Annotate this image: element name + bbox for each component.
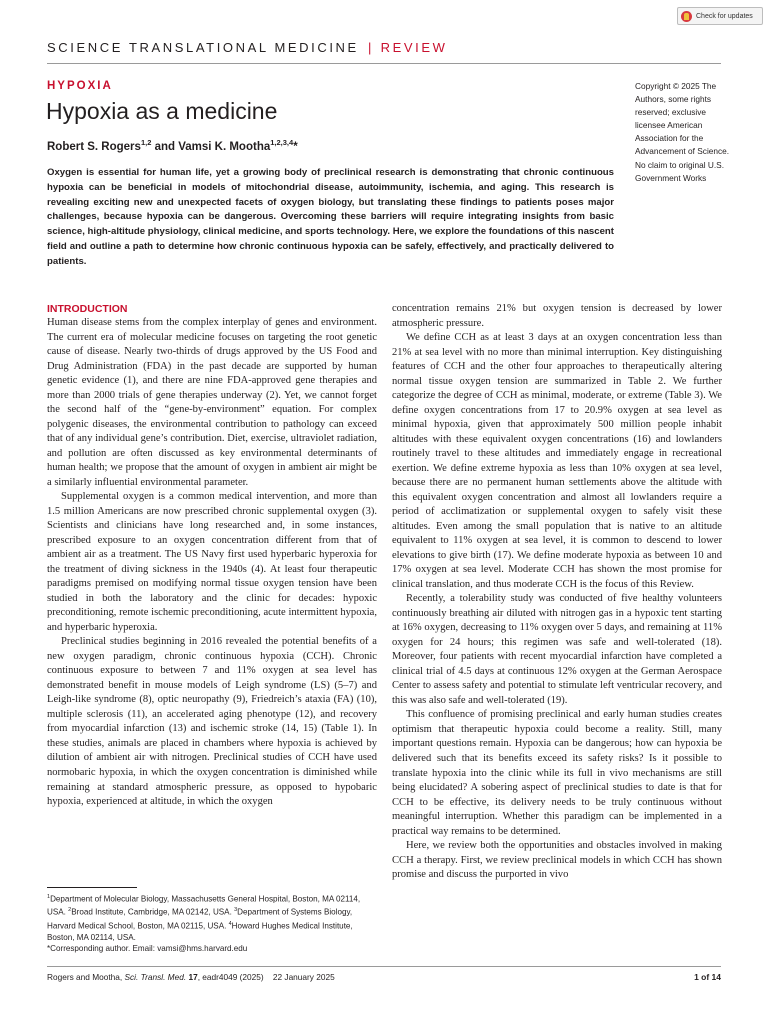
footnotes [47, 892, 377, 955]
paragraph: Preclinical studies beginning in 2016 revealed the potential benefits of a new oxygen paradigm, chronic continuous hypoxia (CCH). Chronic continuous exposure to between 7 and 11% oxygen at sea level has demonstrated benefit in mouse models of Leigh syndrome (LS) (5–7) and Leigh-like syndrome (8), optic neuropathy (9), Friedreich’s ataxia (FA) (10), multiple sclerosis (11), an accelerated aging phenotype (12), and recovery from myocardial infarction (13) and ischemic stroke (14, 15) (Table 1). In these studies, animals are placed in chambers where hypoxia is achieved by dilution of ambient air with nitrogen. Preclinical studies of CCH have used normobaric hypoxia, in which the oxygen concentration is diminished while remaining at standard atmospheric pressure, as opposed to hypobaric hypoxia, experienced at altitude, in which the oxygen [47, 636, 377, 808]
author-name: Vamsi K. Mootha [178, 140, 271, 153]
paragraph: This confluence of promising preclinical and early human studies creates optimism that therapeutic hypoxia could become a reality. Still, many important questions remain. Hypoxia can be dangerous; how can hypoxia be delivered such that its benefits exceed its safety risks? Is it possible to translate hypoxia into the clinic while its full in vivo mechanisms are still being elucidated? A sobering aspect of preclinical studies to date is that for CCH to be effective, its delivery needs to be truly continuous without meaningful interruption. Whether this paradigm can be implemented in a practical way remains to be determined. [392, 709, 722, 837]
affiliations [47, 892, 377, 943]
paragraph: concentration remains 21% but oxygen tension is decreased by lower atmospheric pressure. [392, 303, 722, 329]
footer-article-id: , eadr4049 (2025) [197, 972, 264, 982]
abstract: Oxygen is essential for human life, yet a growing body of preclinical research is demonstrating that chronic continuous hypoxia can be beneficial in models of mitochondrial disease, autoimmunity, ischemia, and aging. This research is revealing exciting new and unexpected facets of oxygen biology, but translating these findings to patients poses major challenges, because hypoxia can be dangerous. Overcoming these barriers will require integrating insights from basic science, high-altitude physiology, clinical medicine, and sports technology. Here, we explore the foundations of this nascent field and outline a path to determine how chronic continuous hypoxia can be safely, effectively, and practically delivered to patients. [47, 167, 614, 267]
author-conjunction: and [151, 140, 179, 153]
section-heading: INTRODUCTION [47, 303, 128, 315]
header-rule [47, 63, 721, 64]
corresponding-mark: * [293, 140, 298, 153]
affiliation-marks: 1,2 [140, 138, 152, 147]
article-title: Hypoxia as a medicine [46, 98, 278, 124]
copyright-notice: Copyright © 2025 The Authors, some rights reserved; exclusive licensee American Association for the Advancement of Science. No claim to original U.S. Government Works [635, 81, 730, 183]
footer-date: 22 January 2025 [272, 972, 335, 982]
affiliation: Department of Systems Biology, Harvard Medical School, Boston, MA 02115, USA. [47, 907, 353, 931]
footer-rule [47, 966, 721, 967]
author-list [47, 138, 298, 153]
journal-header [47, 40, 448, 58]
affiliation-mark: 2 [68, 907, 72, 914]
paragraph: Recently, a tolerability study was conducted of five healthy volunteers continuously breathing air diluted with nitrogen gas in a hypoxic tent starting at 16% oxygen, decreasing to 11% oxygen over 5 days, and remaining at 11% oxygen for 24 hours; this regimen was safe and well-tolerated (18). Moreover, four patients with recent myocardial infarction have completed a clinical trial of 4.5 days at continuous 12% oxygen at the German Aerospace Center to assess safety and potential to stimulate left ventricular recovery, and this was also safe and well-tolerated (19). [392, 593, 722, 706]
affiliation-mark: 1 [47, 894, 51, 900]
author-name: Robert S. Rogers [47, 140, 141, 153]
check-for-updates-button[interactable] [677, 7, 763, 25]
page-number: 1 of 14 [694, 972, 721, 982]
body-column-left [47, 302, 377, 810]
check-for-updates-label: Check for updates [696, 12, 753, 20]
citation-footer [47, 972, 335, 982]
affiliation-mark: 3 [234, 907, 238, 914]
affiliation-marks: 1,2,3,4 [270, 138, 294, 147]
header-separator: | [368, 40, 372, 55]
affiliation-mark: 4 [228, 920, 232, 927]
affiliation: Department of Molecular Biology, Massachusetts General Hospital, Boston, MA 02114, USA. [47, 894, 361, 917]
paragraph: Human disease stems from the complex interplay of genes and environment. The current era of molecular medicine focuses on targeting the root genetic cause of disease. Nearly two-thirds of drugs approved by the US Food and Drug Administration (FDA) in the past decade are supported by human genetic evidence (1), and there are nine FDA-approved gene therapies and more than 2000 trials of gene therapies underway (2). Yet, we cannot forget the second half of the “gene-by-environment” equation. For complex polygenic diseases, the environmental contribution to pathology can exceed that of any individual gene’s contribution. Diet, exercise, ultraviolet radiation, and pollution are often discussed as key environmental determinants of human health; we propose that the amount of oxygen in ambient air might be a similarly influential environmental parameter. [47, 317, 377, 488]
affiliation: Broad Institute, Cambridge, MA 02142, USA. [71, 907, 232, 917]
paragraph: Here, we review both the opportunities and obstacles involved in making CCH a therapy. First, we review preclinical models in which CCH has shown promise and discuss the purported in vivo [392, 840, 722, 881]
journal-name: SCIENCE TRANSLATIONAL MEDICINE [47, 40, 359, 55]
affiliation: Howard Hughes Medical Institute, Boston, MA 02114, USA. [47, 921, 353, 942]
article-kicker: HYPOXIA [47, 80, 113, 92]
footer-journal: Sci. Transl. Med. [124, 972, 187, 982]
paragraph: Supplemental oxygen is a common medical intervention, and more than 1.5 million Americans are now prescribed chronic supplemental oxygen (3). Scientists and clinicians have long researched and, in some instances, prescribed exposure to an oxygen concentration different from that of ambient air as a treatment. The US Navy first used hyperbaric hyperoxia for the treatment of diving sickness in the 1940s (4). At least four therapeutic paradigms premised on modifying normal tissue oxygen tension have been studied in both the laboratory and the clinic for decades: hypoxic preconditioning, remote ischemic preconditioning, acute intermittent hypoxia, and hyperbaric hyperoxia. [47, 491, 377, 633]
corresponding-author: *Corresponding author. Email: vamsi@hms.harvard.edu [47, 944, 248, 954]
footnote-rule [47, 887, 137, 888]
footer-authors: Rogers and Mootha, [47, 972, 123, 982]
footer-volume: 17 [188, 972, 198, 982]
body-column-right [392, 302, 722, 883]
paragraph: We define CCH as at least 3 days at an oxygen concentration less than 21% at sea level with no more than minimal interruption. Key distinguishing features of CCH and the other four approaches to therapeutically altering normal tissue oxygen tension are summarized in Table 2. We further categorize the degree of CCH as minimal, moderate, or extreme (Table 3). We define oxygen concentrations from 17 to 20.9% oxygen at sea level as minimal hypoxia, given that approximately 500 million people inhabit altitudes with these equivalent oxygen concentrations (16) and lowlanders routinely travel to these altitudes and immediately engage in recreational exertion. We define extreme hypoxia as less than 10% oxygen at sea level, because there are no permanent human settlements above the altitude with this equivalent oxygen concentration and almost all lowlanders require a period of acclimatization or supplemental oxygen to safely visit these altitudes. Even among the small population that is native to an altitude equivalent to 11% oxygen at sea level, it is common to descend to lower elevations to give birth (17). We define moderate hypoxia as between 10 and 17% oxygen at sea level. Moderate CCH has shown the most promise for clinical translation, and thus moderate CCH is the focus of this Review. [392, 332, 722, 590]
crossmark-icon [681, 11, 692, 22]
section-label: REVIEW [380, 40, 448, 55]
